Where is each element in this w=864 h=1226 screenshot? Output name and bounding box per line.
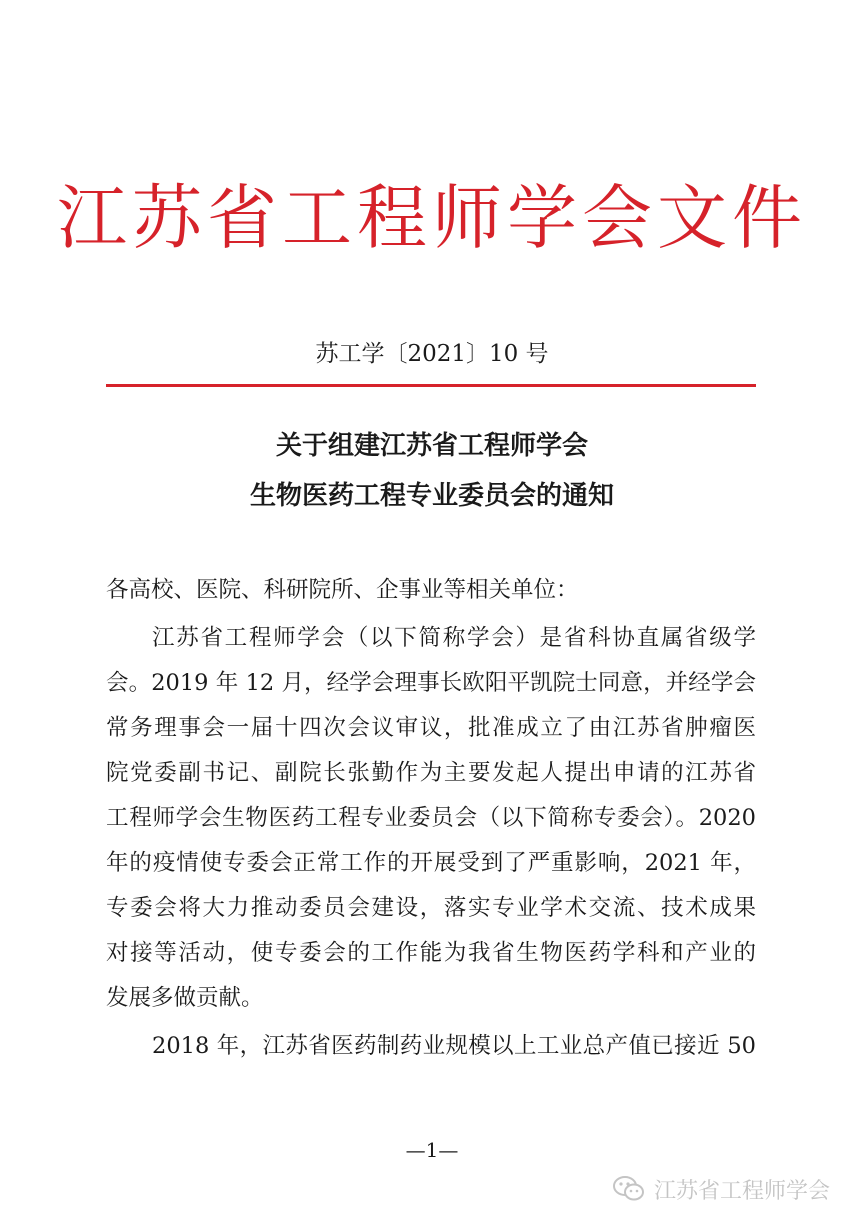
document-header-title: 江苏省工程师学会文件 (57, 177, 807, 259)
watermark-text: 江苏省工程师学会 (653, 1178, 830, 1204)
document-number: 苏工学〔2021〕10 号 (315, 341, 549, 367)
body-line: 江苏省工程师学会（以下简称学会）是省科协直属省级学 (152, 625, 756, 651)
body-line: 院党委副书记、副院长张勤作为主要发起人提出申请的江苏省 (106, 760, 756, 786)
red-divider-line (106, 384, 756, 387)
wechat-watermark (612, 1172, 830, 1206)
body-line: 工程师学会生物医药工程专业委员会（以下简称专委会）。2020 (106, 805, 756, 831)
body-line: 专委会将大力推动委员会建设，落实专业学术交流、技术成果 (106, 895, 756, 921)
notice-title-line-2: 生物医药工程专业委员会的通知 (249, 481, 614, 511)
notice-title-line-1: 关于组建江苏省工程师学会 (275, 431, 588, 461)
wechat-icon (612, 1175, 646, 1203)
body-line: 对接等活动，使专委会的工作能为我省生物医药学科和产业的 (106, 940, 756, 966)
addressee-line: 各高校、医院、科研院所、企事业等相关单位： (106, 577, 579, 603)
body-line: 年的疫情使专委会正常工作的开展受到了严重影响，2021 年， (106, 850, 756, 876)
page-number: —1— (405, 1138, 459, 1162)
body-line: 会。2019 年 12 月，经学会理事长欧阳平凯院士同意，并经学会 (106, 670, 756, 696)
body-line: 2018 年，江苏省医药制药业规模以上工业总产值已接近 50 (152, 1033, 756, 1059)
body-line: 发展多做贡献。 (106, 985, 264, 1011)
body-line: 常务理事会一届十四次会议审议，批准成立了由江苏省肿瘤医 (106, 715, 756, 741)
